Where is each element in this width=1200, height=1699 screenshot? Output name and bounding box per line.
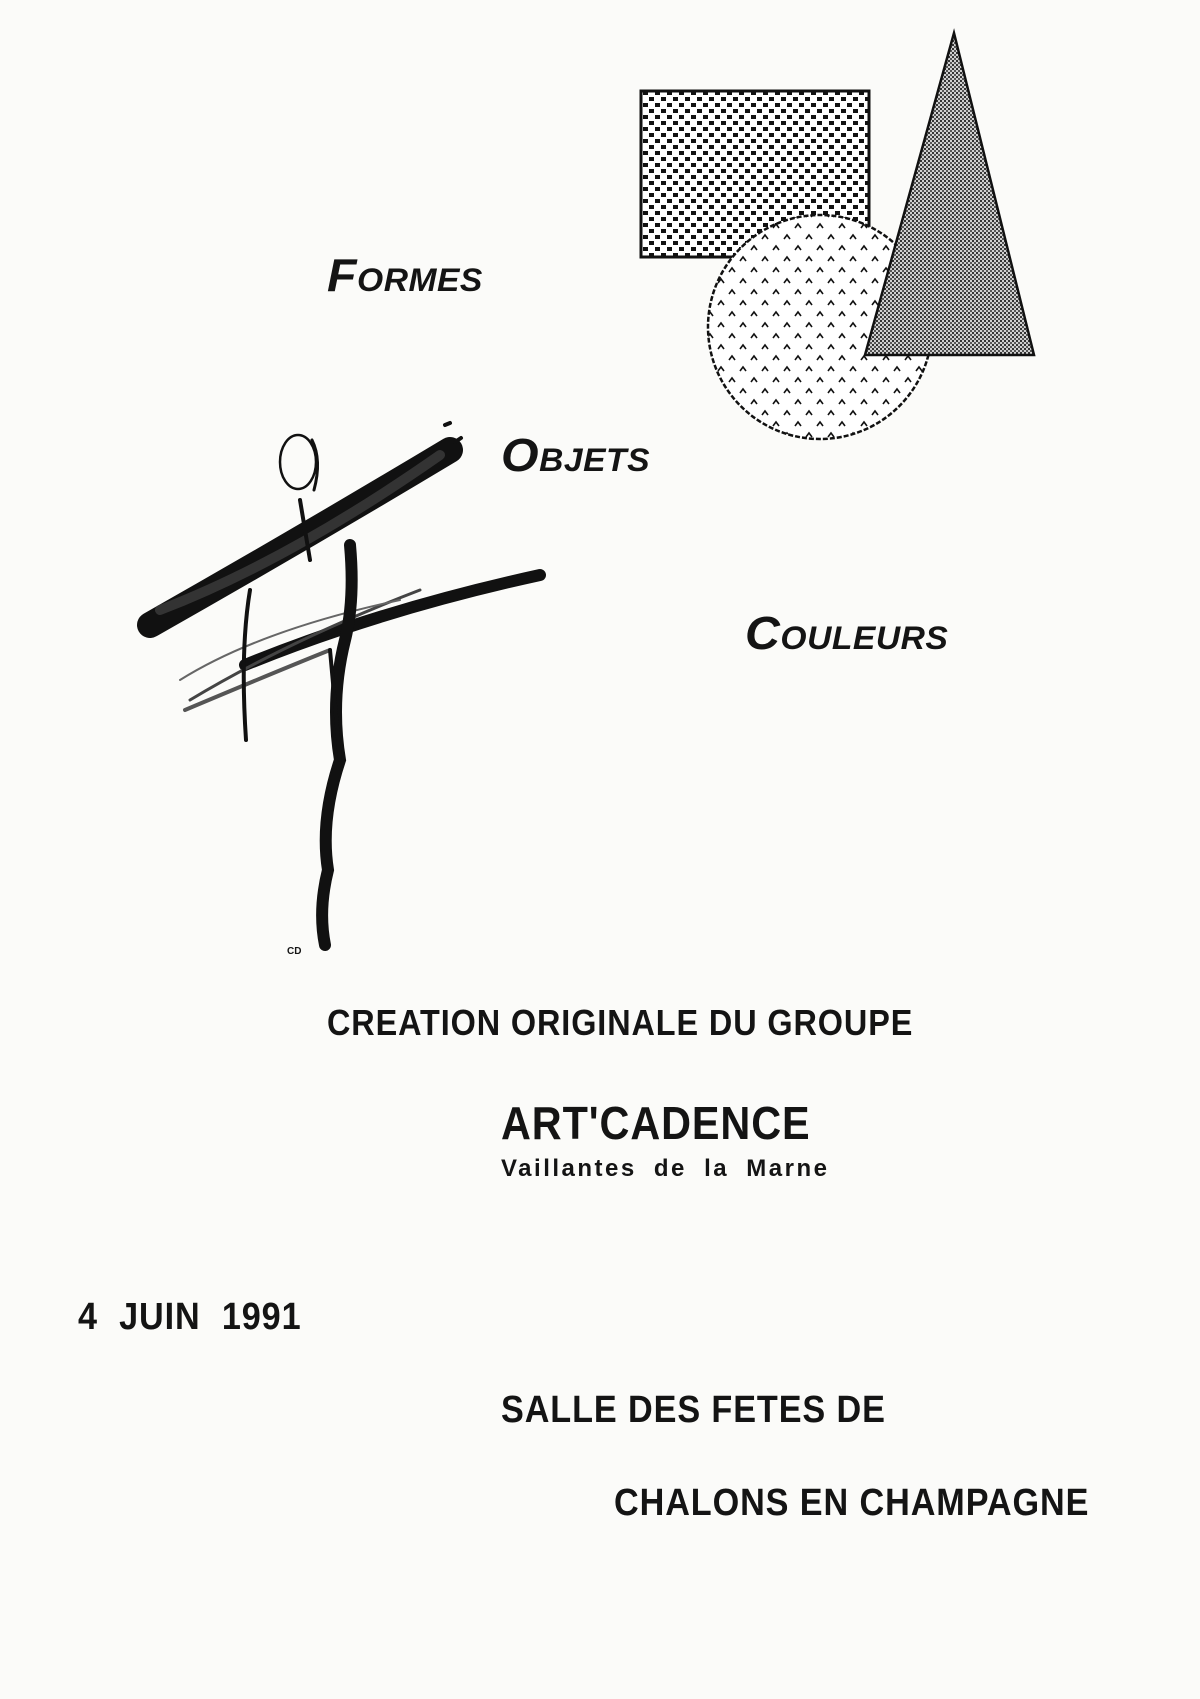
artist-signature: CD (287, 946, 302, 957)
group-name: ART'CADENCE (501, 1097, 811, 1149)
credit-line: CREATION ORIGINALE DU GROUPE (327, 1002, 914, 1043)
group-subtitle: Vaillantes de la Marne (501, 1155, 830, 1182)
venue-line-1: SALLE DES FETES DE (501, 1389, 886, 1431)
triangle-shape (865, 33, 1034, 355)
heading-formes: Formes (327, 249, 483, 301)
venue-line-2: CHALONS EN CHAMPAGNE (614, 1482, 1090, 1524)
event-date: 4 JUIN 1991 (78, 1296, 302, 1338)
dancer-drawing (150, 423, 540, 945)
heading-objets: Objets (501, 429, 651, 481)
heading-couleurs: Couleurs (745, 607, 949, 659)
